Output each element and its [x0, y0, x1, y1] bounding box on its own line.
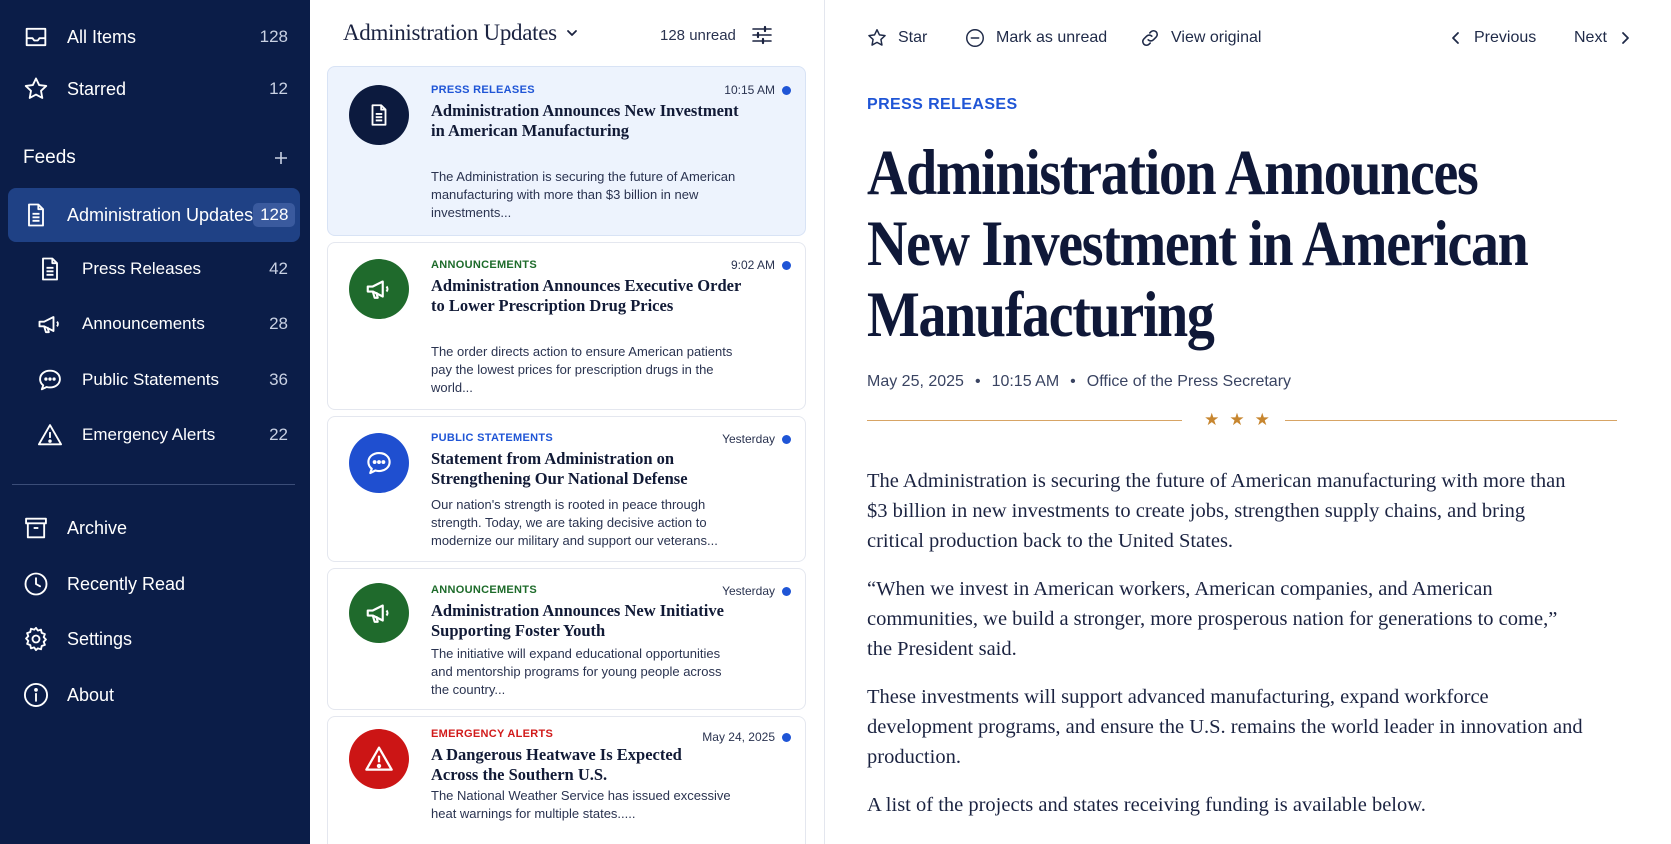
- unread-dot: [782, 587, 791, 596]
- item-category: ANNOUNCEMENTS: [431, 259, 537, 271]
- item-time: Yesterday: [722, 432, 775, 446]
- article-body: [867, 466, 1587, 838]
- sidebar-item-label: Emergency Alerts: [82, 425, 216, 444]
- item-title: Administration Announces New Initiative Supporting Foster Youth: [431, 601, 724, 640]
- previous-button[interactable]: [1448, 26, 1536, 50]
- sidebar-item-label: Administration Updates: [67, 204, 254, 225]
- article-paragraph: A list of the projects and states receiving funding is available below.: [867, 794, 1426, 816]
- sidebar-item-announcements[interactable]: [8, 297, 300, 351]
- article-list-item[interactable]: [327, 242, 806, 410]
- info-icon: [22, 681, 50, 709]
- megaphone-icon: [36, 310, 64, 338]
- ornament-stars: ★★★: [1204, 410, 1280, 429]
- next-button[interactable]: [1574, 26, 1643, 50]
- sidebar-item-recently-read[interactable]: [8, 557, 300, 611]
- mark-unread-label: Mark as unread: [996, 29, 1108, 46]
- sidebar-item-label: Public Statements: [82, 370, 220, 389]
- article-paragraph: These investments will support advanced manufacturing, expand workforce development programs, and ensure the U.S. remains the world leader in innovation and production.: [867, 686, 1583, 768]
- item-time: Yesterday: [722, 584, 775, 598]
- mark-unread-icon: [964, 27, 986, 49]
- star-button[interactable]: [866, 26, 927, 50]
- sidebar-item-all-items[interactable]: [8, 10, 300, 64]
- sidebar-item-label: Announcements: [82, 314, 205, 333]
- filter-button[interactable]: [750, 24, 774, 46]
- warning-icon: [36, 421, 64, 449]
- item-snippet: The Administration is securing the future of American manufacturing with more than $3 billion in new investments...: [431, 169, 736, 220]
- article-list-item[interactable]: [327, 416, 806, 562]
- sidebar-item-label: Settings: [67, 628, 133, 649]
- feed-selector-label: Administration Updates: [343, 20, 557, 45]
- unread-dot: [782, 435, 791, 444]
- unread-dot: [782, 86, 791, 95]
- link-icon: [1139, 27, 1161, 49]
- add-feed-button[interactable]: [273, 150, 289, 166]
- star-button-label: Star: [898, 29, 928, 46]
- sidebar-item-label: About: [67, 684, 115, 705]
- mark-unread-button[interactable]: [964, 26, 1107, 50]
- view-original-button[interactable]: [1139, 26, 1261, 50]
- feeds-heading: [23, 146, 289, 170]
- item-avatar: [349, 729, 409, 789]
- sidebar-item-emergency-alerts[interactable]: [8, 408, 300, 462]
- sidebar-item-label: Starred: [67, 78, 127, 99]
- meta-separator: •: [974, 373, 981, 390]
- speech-bubble-icon: [36, 366, 64, 394]
- sidebar-item-about[interactable]: [8, 668, 300, 722]
- article-author: Office of the Press Secretary: [1086, 373, 1292, 390]
- list-header: [310, 0, 825, 66]
- item-title: Statement from Administration on Strengthening Our National Defense: [431, 449, 688, 488]
- meta-separator: •: [1070, 373, 1076, 390]
- item-category: ANNOUNCEMENTS: [431, 584, 537, 596]
- sidebar-item-settings[interactable]: [8, 612, 300, 666]
- item-category: PUBLIC STATEMENTS: [431, 432, 554, 444]
- sidebar-item-count: 42: [269, 259, 288, 278]
- article-list-item[interactable]: [327, 568, 806, 710]
- feed-selector[interactable]: [343, 20, 579, 46]
- article-meta: [867, 373, 1291, 391]
- item-title: Administration Announces New Investment in American Manufacturing: [431, 101, 739, 140]
- next-label: Next: [1574, 29, 1607, 46]
- document-icon: [366, 102, 392, 128]
- item-avatar: [349, 259, 409, 319]
- item-time: 10:15 AM: [724, 83, 775, 97]
- archive-icon: [22, 514, 50, 542]
- unread-count: 128 unread: [660, 27, 736, 44]
- clock-icon: [22, 570, 50, 598]
- star-icon: [22, 75, 50, 103]
- article-time: 10:15 AM: [991, 373, 1060, 390]
- sidebar-item-count: 36: [269, 370, 288, 389]
- sidebar-item-archive[interactable]: [8, 501, 300, 555]
- sidebar-item-label: Press Releases: [82, 259, 202, 278]
- item-avatar: [349, 85, 409, 145]
- item-avatar: [349, 583, 409, 643]
- star-icon: [866, 27, 888, 49]
- sidebar-item-administration-updates[interactable]: [8, 188, 300, 242]
- sliders-icon: [750, 24, 774, 46]
- previous-label: Previous: [1474, 29, 1537, 46]
- sidebar-item-label: All Items: [67, 26, 137, 47]
- article-category: PRESS RELEASES: [867, 96, 1018, 113]
- unread-dot: [782, 733, 791, 742]
- sidebar-item-starred[interactable]: [8, 62, 300, 116]
- sidebar-item-count: 22: [269, 425, 288, 444]
- item-time: May 24, 2025: [702, 730, 775, 744]
- article-title: Administration Announces New Investment in American Manufacturing: [867, 137, 1528, 351]
- article-view: [826, 0, 1671, 844]
- article-list-item[interactable]: [327, 716, 806, 844]
- unread-dot: [782, 261, 791, 270]
- item-category: EMERGENCY ALERTS: [431, 728, 554, 740]
- item-snippet: The National Weather Service has issued excessive heat warnings for multiple states.....: [431, 788, 731, 821]
- item-title: A Dangerous Heatwave Is Expected Across the Southern U.S.: [431, 745, 682, 784]
- chevron-left-icon: [1448, 30, 1464, 46]
- speech-bubble-icon: [364, 448, 394, 478]
- article-paragraph: “When we invest in American workers, American companies, and American communities, we build a stronger, more prosperous nation for generations to come,” the President said.: [867, 578, 1558, 660]
- megaphone-icon: [364, 274, 394, 304]
- item-snippet: The order directs action to ensure American patients pay the lowest prices for prescription drugs in the world...: [431, 344, 733, 395]
- document-icon: [36, 255, 64, 283]
- sidebar-item-count: 12: [269, 79, 288, 98]
- sidebar-item-label: Recently Read: [67, 573, 186, 594]
- gear-icon: [22, 625, 50, 653]
- item-title: Administration Announces Executive Order to Lower Prescription Drug Prices: [431, 276, 741, 315]
- sidebar-item-label: Archive: [67, 517, 128, 538]
- sidebar-item-press-releases[interactable]: [8, 242, 300, 296]
- inbox-icon: [22, 23, 50, 51]
- item-time: 9:02 AM: [730, 258, 775, 272]
- article-list-item[interactable]: [327, 66, 806, 236]
- view-original-label: View original: [1171, 29, 1262, 46]
- item-snippet: Our nation's strength is rooted in peace through strength. Today, we are taking decisive action to modernize our military and support our veterans...: [431, 497, 718, 548]
- item-category: PRESS RELEASES: [431, 84, 535, 96]
- chevron-right-icon: [1617, 30, 1633, 46]
- megaphone-icon: [364, 598, 394, 628]
- article-list-pane: [310, 0, 825, 844]
- ornament-divider: [867, 410, 1617, 430]
- item-avatar: [349, 433, 409, 493]
- article-paragraph: The Administration is securing the future of American manufacturing with more than $3 billion in new investments to create jobs, strengthen supply chains, and bring critical production back to the United States.: [867, 470, 1566, 552]
- sidebar-divider: [12, 484, 295, 485]
- sidebar-item-count: 28: [269, 314, 288, 333]
- sidebar-item-count: 128: [259, 27, 288, 46]
- sidebar: [0, 0, 310, 844]
- plus-icon: [273, 150, 289, 166]
- document-icon: [22, 201, 50, 229]
- item-snippet: The initiative will expand educational opportunities and mentorship programs for young people across the country...: [431, 646, 722, 697]
- sidebar-item-public-statements[interactable]: [8, 353, 300, 407]
- ornament-line-right: [1285, 420, 1617, 421]
- feeds-heading-label: Feeds: [23, 147, 76, 168]
- chevron-down-icon: [565, 26, 579, 40]
- warning-icon: [363, 743, 395, 775]
- sidebar-item-count: 128: [253, 203, 295, 227]
- article-date: May 25, 2025: [867, 373, 964, 390]
